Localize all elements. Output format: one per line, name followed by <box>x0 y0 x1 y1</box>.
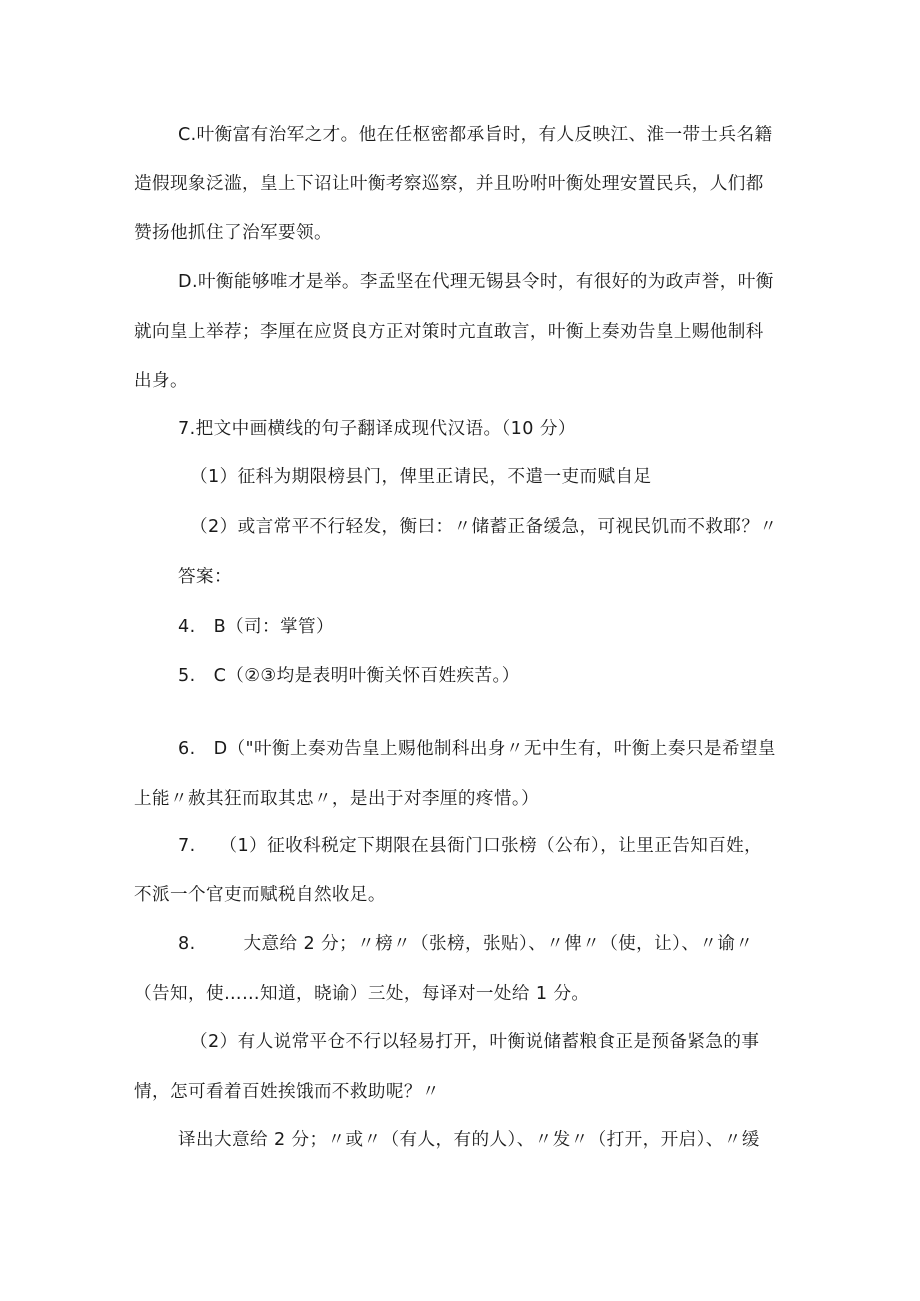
answer-7-line-1: 7. （1）征收科税定下期限在县衙门口张榜（公布），让里正告知百姓， <box>178 836 763 856</box>
answer-4: 4. B（司：掌管） <box>178 617 334 637</box>
answer-5: 5. C（②③均是表明叶衡关怀百姓疾苦。） <box>178 666 520 686</box>
question-7-sentence-1: （1）征科为期限榜县门，俾里正请民，不遣一吏而赋自足 <box>190 467 652 487</box>
question-7-heading: 7.把文中画横线的句子翻译成现代汉语。（10 分） <box>178 419 576 439</box>
answer-8-line-2: （告知，使……知道，晓谕）三处，每译对一处给 1 分。 <box>134 984 590 1004</box>
option-c-line-1: C.叶衡富有治军之才。他在任枢密都承旨时，有人反映江、淮一带士兵名籍 <box>178 125 773 145</box>
option-d-line-1: D.叶衡能够唯才是举。李孟坚在代理无锡县令时，有很好的为政声誉，叶衡 <box>178 272 774 292</box>
answer-7-part-2-line-1: （2）有人说常平仓不行以轻易打开，叶衡说储蓄粮食正是预备紧急的事 <box>190 1032 760 1052</box>
answer-6-line-2: 上能〃赦其狂而取其忠〃，是出于对李厘的疼惜。） <box>134 789 540 809</box>
answer-8-line-1: 8. 大意给 2 分；〃榜〃（张榜，张贴）、〃俾〃（使，让）、〃谕〃 <box>178 934 754 954</box>
question-7-sentence-2: （2）或言常平不行轻发，衡曰：〃储蓄正备缓急，可视民饥而不救耶？〃 <box>190 517 778 537</box>
answer-7-line-2: 不派一个官吏而赋税自然收足。 <box>134 885 386 905</box>
answer-heading: 答案： <box>178 567 232 587</box>
answer-6-line-1: 6. D（"叶衡上奏劝告皇上赐他制科出身〃无中生有，叶衡上奏只是希望皇 <box>178 739 776 759</box>
answer-7-part-2-line-2: 情，怎可看着百姓挨饿而不救助呢？〃 <box>134 1082 440 1102</box>
option-d-line-2: 就向皇上举荐；李厘在应贤良方正对策时亢直敢言，叶衡上奏劝告皇上赐他制科 <box>134 322 764 342</box>
answer-7-part-2-scoring: 译出大意给 2 分；〃或〃（有人，有的人）、〃发〃（打开，开启）、〃缓 <box>178 1130 760 1150</box>
option-c-line-3: 赞扬他抓住了治军要领。 <box>134 223 332 243</box>
option-c-line-2: 造假现象泛滥，皇上下诏让叶衡考察巡察，并且吩咐叶衡处理安置民兵，人们都 <box>134 174 764 194</box>
option-d-line-3: 出身。 <box>134 371 188 391</box>
